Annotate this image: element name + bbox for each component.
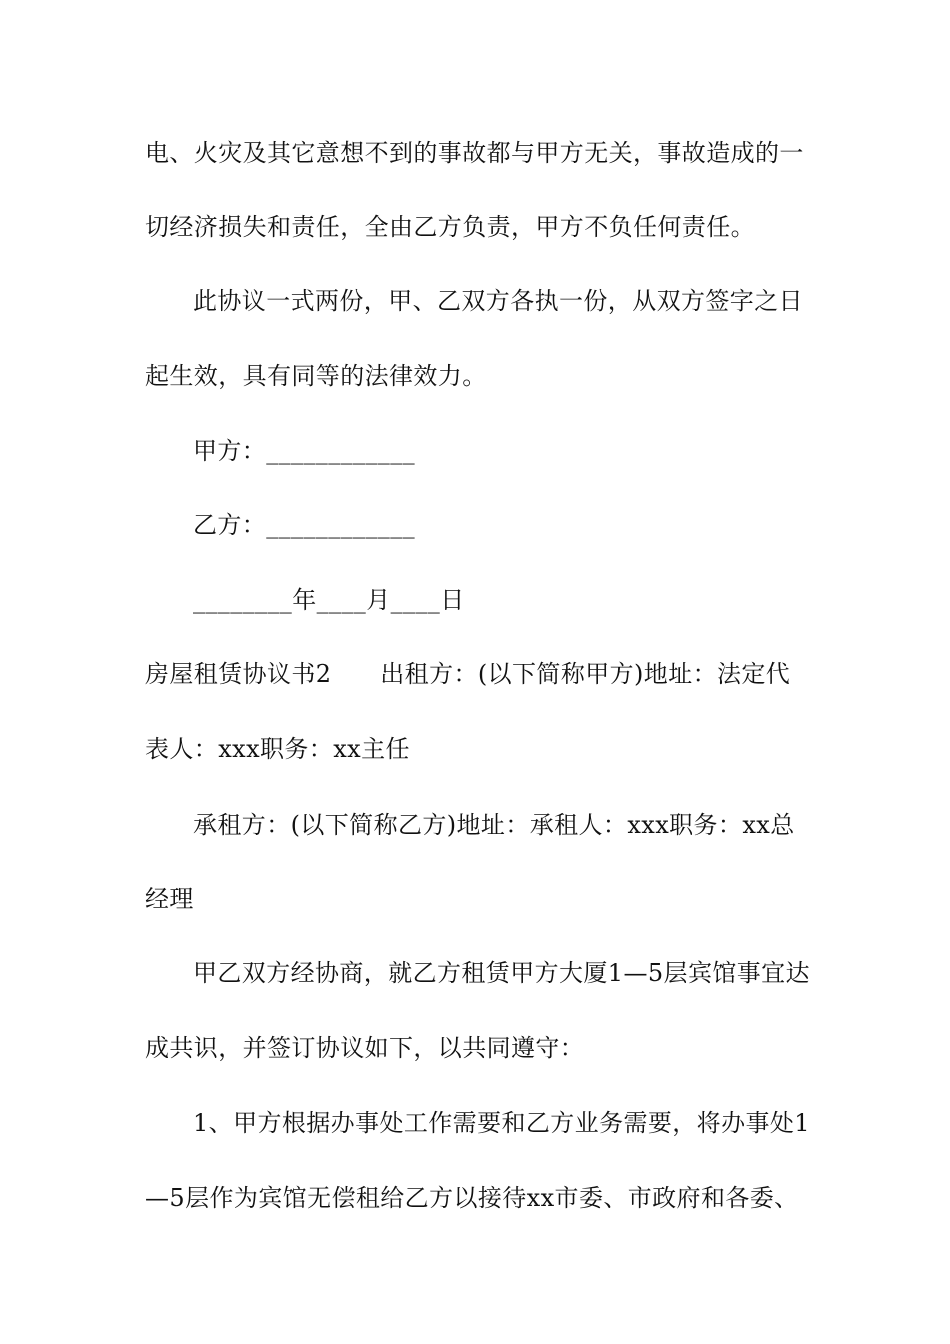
paragraph-line: 承租方：(以下简称乙方)地址：承租人：xxx职务：xx总 (193, 811, 795, 839)
paragraph-line: 此协议一式两份，甲、乙双方各执一份，从双方签字之日 (193, 287, 803, 315)
paragraph-line: 甲乙双方经协商，就乙方租赁甲方大厦1—5层宾馆事宜达 (193, 959, 810, 987)
paragraph-line: 表人：xxx职务：xx主任 (145, 735, 410, 763)
paragraph-line: 成共识，并签订协议如下，以共同遵守： (145, 1034, 585, 1062)
paragraph-line: 电、火灾及其它意想不到的事故都与甲方无关，事故造成的一 (145, 139, 804, 167)
paragraph-line: 经理 (145, 885, 194, 913)
paragraph-line: 1、甲方根据办事处工作需要和乙方业务需要，将办事处1 (193, 1109, 810, 1137)
party-a-signature-line: 甲方：____________ (193, 437, 415, 465)
party-b-signature-line: 乙方：____________ (193, 511, 415, 539)
date-line: ________年____月____日 (193, 586, 465, 614)
heading-line: 房屋租赁协议书2 出租方：(以下简称甲方)地址：法定代 (145, 660, 791, 688)
paragraph-line: 切经济损失和责任，全由乙方负责，甲方不负任何责任。 (145, 213, 755, 241)
paragraph-line: 起生效，具有同等的法律效力。 (145, 362, 487, 390)
paragraph-line: —5层作为宾馆无偿租给乙方以接待xx市委、市政府和各委、 (145, 1184, 799, 1212)
